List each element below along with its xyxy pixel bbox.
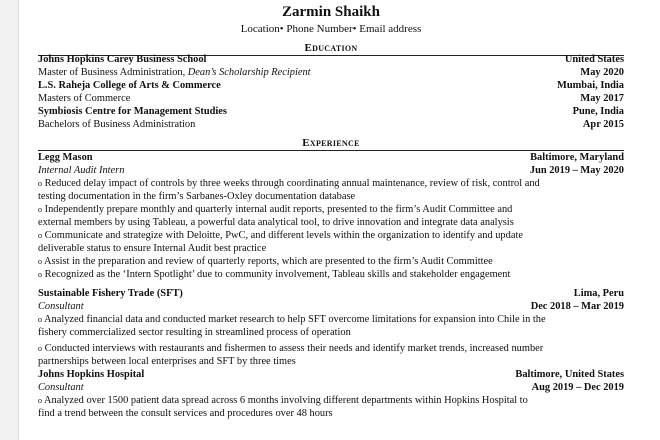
bullet-text: testing documentation in the firm’s Sarbanes-Oxley documentation database — [38, 191, 356, 202]
viewer-left-edge — [0, 0, 19, 440]
job-role-2-right: Aug 2019 – Dec 2019 — [531, 382, 624, 393]
education-degree-0 — [38, 66, 624, 79]
education-school-0-right: United States — [564, 54, 624, 65]
bullet-line — [38, 342, 624, 355]
job-bullet — [38, 203, 624, 229]
bullet-mark: o — [38, 205, 42, 214]
bullet-text: external members by using Tableau, a powerful data analytical tool, to drive innovation and integrate data analysis — [38, 217, 514, 228]
bullet-line — [38, 177, 624, 190]
job-bullet — [38, 268, 624, 281]
job-company-2-right: Baltimore, United States — [515, 369, 624, 380]
education-degree-text: Master of Business Administration, — [38, 67, 188, 78]
bullet-mark: o — [38, 270, 42, 279]
education-school-0-left: Johns Hopkins Carey Business School — [38, 54, 207, 65]
bullet-line — [38, 394, 624, 407]
education-degree-0-left — [38, 66, 311, 79]
bullet-text: fishery commercialized sector resulting in streamlined process of operation — [38, 327, 351, 338]
bullet-line — [38, 242, 624, 255]
bullet-line — [38, 255, 624, 268]
bullet-line — [38, 203, 624, 216]
education-degree-2 — [38, 118, 624, 131]
job-bullet — [38, 394, 624, 420]
job-company-0-right: Baltimore, Maryland — [530, 152, 624, 163]
bullet-mark: o — [38, 179, 42, 188]
education-school-0 — [38, 53, 624, 66]
education-school-1 — [38, 79, 624, 92]
bullet-line — [38, 268, 624, 281]
bullet-text: deliverable status to ensure Internal Audit best practice — [38, 243, 267, 254]
education-degree-1-right: May 2017 — [580, 93, 624, 104]
bullet-line — [38, 190, 624, 203]
job-role-0-left: Internal Audit Intern — [38, 165, 125, 176]
job-bullet — [38, 177, 624, 203]
bullet-text: Recognized as the ‘Intern Spotlight’ due to community involvement, Tableau skills and stakeholder engagement — [44, 269, 511, 280]
education-degree-honor: Dean’s Scholarship Recipient — [187, 67, 311, 78]
education-degree-1-left — [38, 92, 130, 105]
job-bullet — [38, 313, 624, 339]
job-company-2 — [38, 368, 624, 381]
bullet-line — [38, 229, 624, 242]
bullet-text: Analyzed over 1500 patient data spread across 6 months involving different departments within Hopkins Hospital to — [44, 395, 528, 406]
bullet-text: Communicate and strategize with Deloitte, PwC, and different levels within the organization to identify and update — [44, 230, 523, 241]
contact-line: Location• Phone Number• Email address — [240, 23, 422, 35]
bullet-mark: o — [38, 396, 42, 405]
bullet-text: Conducted interviews with restaurants and fishermen to assess their needs and identify market trends, increased number — [44, 343, 544, 354]
education-school-2 — [38, 105, 624, 118]
bullet-text: Assist in the preparation and review of quarterly reports, which are presented to the firm’s Audit Committee — [44, 256, 493, 267]
education-school-1-right: Mumbai, India — [557, 80, 624, 91]
bullet-mark: o — [38, 344, 42, 353]
education-school-1-left: L.S. Raheja College of Arts & Commerce — [38, 80, 221, 91]
bullet-text: partnerships between local enterprises and SFT by three times — [38, 356, 296, 367]
education-degree-2-right: Apr 2015 — [582, 119, 624, 130]
bullet-mark: o — [38, 257, 42, 266]
education-school-2-right: Pune, India — [572, 106, 624, 117]
job-role-2 — [38, 381, 624, 394]
bullet-text: Reduced delay impact of controls by three weeks through coordinating annual maintenance, review of risk, control and — [44, 178, 540, 189]
education-degree-2-left — [38, 118, 195, 131]
job-company-1-left: Sustainable Fishery Trade (SFT) — [38, 288, 183, 299]
candidate-name: Zarmin Shaikh — [282, 4, 380, 20]
job-company-1 — [38, 287, 624, 300]
bullet-line — [38, 407, 624, 420]
job-company-0-left: Legg Mason — [38, 152, 93, 163]
job-company-1-right: Lima, Peru — [573, 288, 624, 299]
bullet-line — [38, 326, 624, 339]
job-company-0 — [38, 151, 624, 164]
bullet-line — [38, 216, 624, 229]
bullet-text: Analyzed financial data and conducted market research to help SFT overcome limitations for expansion into Chile in the — [44, 314, 546, 325]
bullet-line — [38, 313, 624, 326]
bullet-text: find a trend between the consult services and procedures over 48 hours — [38, 408, 333, 419]
education-degree-text: Masters of Commerce — [38, 93, 131, 104]
section-heading-education: Education — [38, 42, 624, 56]
job-role-1 — [38, 300, 624, 313]
education-school-2-left: Symbiosis Centre for Management Studies — [38, 106, 227, 117]
job-bullet — [38, 229, 624, 255]
job-role-1-right: Dec 2018 – Mar 2019 — [530, 301, 624, 312]
bullet-mark: o — [38, 231, 42, 240]
job-role-0 — [38, 164, 624, 177]
education-degree-1 — [38, 92, 624, 105]
job-role-1-left: Consultant — [38, 301, 84, 312]
job-bullet — [38, 255, 624, 268]
section-heading-experience: Experience — [38, 137, 624, 151]
job-company-2-left: Johns Hopkins Hospital — [38, 369, 145, 380]
education-degree-0-right: May 2020 — [580, 67, 624, 78]
education-degree-text: Bachelors of Business Administration — [38, 119, 196, 130]
bullet-text: Independently prepare monthly and quarterly internal audit reports, presented to the firm’s Audit Committee and — [44, 204, 513, 215]
bullet-line — [38, 355, 624, 368]
bullet-mark: o — [38, 315, 42, 324]
job-bullet — [38, 342, 624, 368]
job-role-0-right: Jun 2019 – May 2020 — [529, 165, 624, 176]
job-role-2-left: Consultant — [38, 382, 84, 393]
